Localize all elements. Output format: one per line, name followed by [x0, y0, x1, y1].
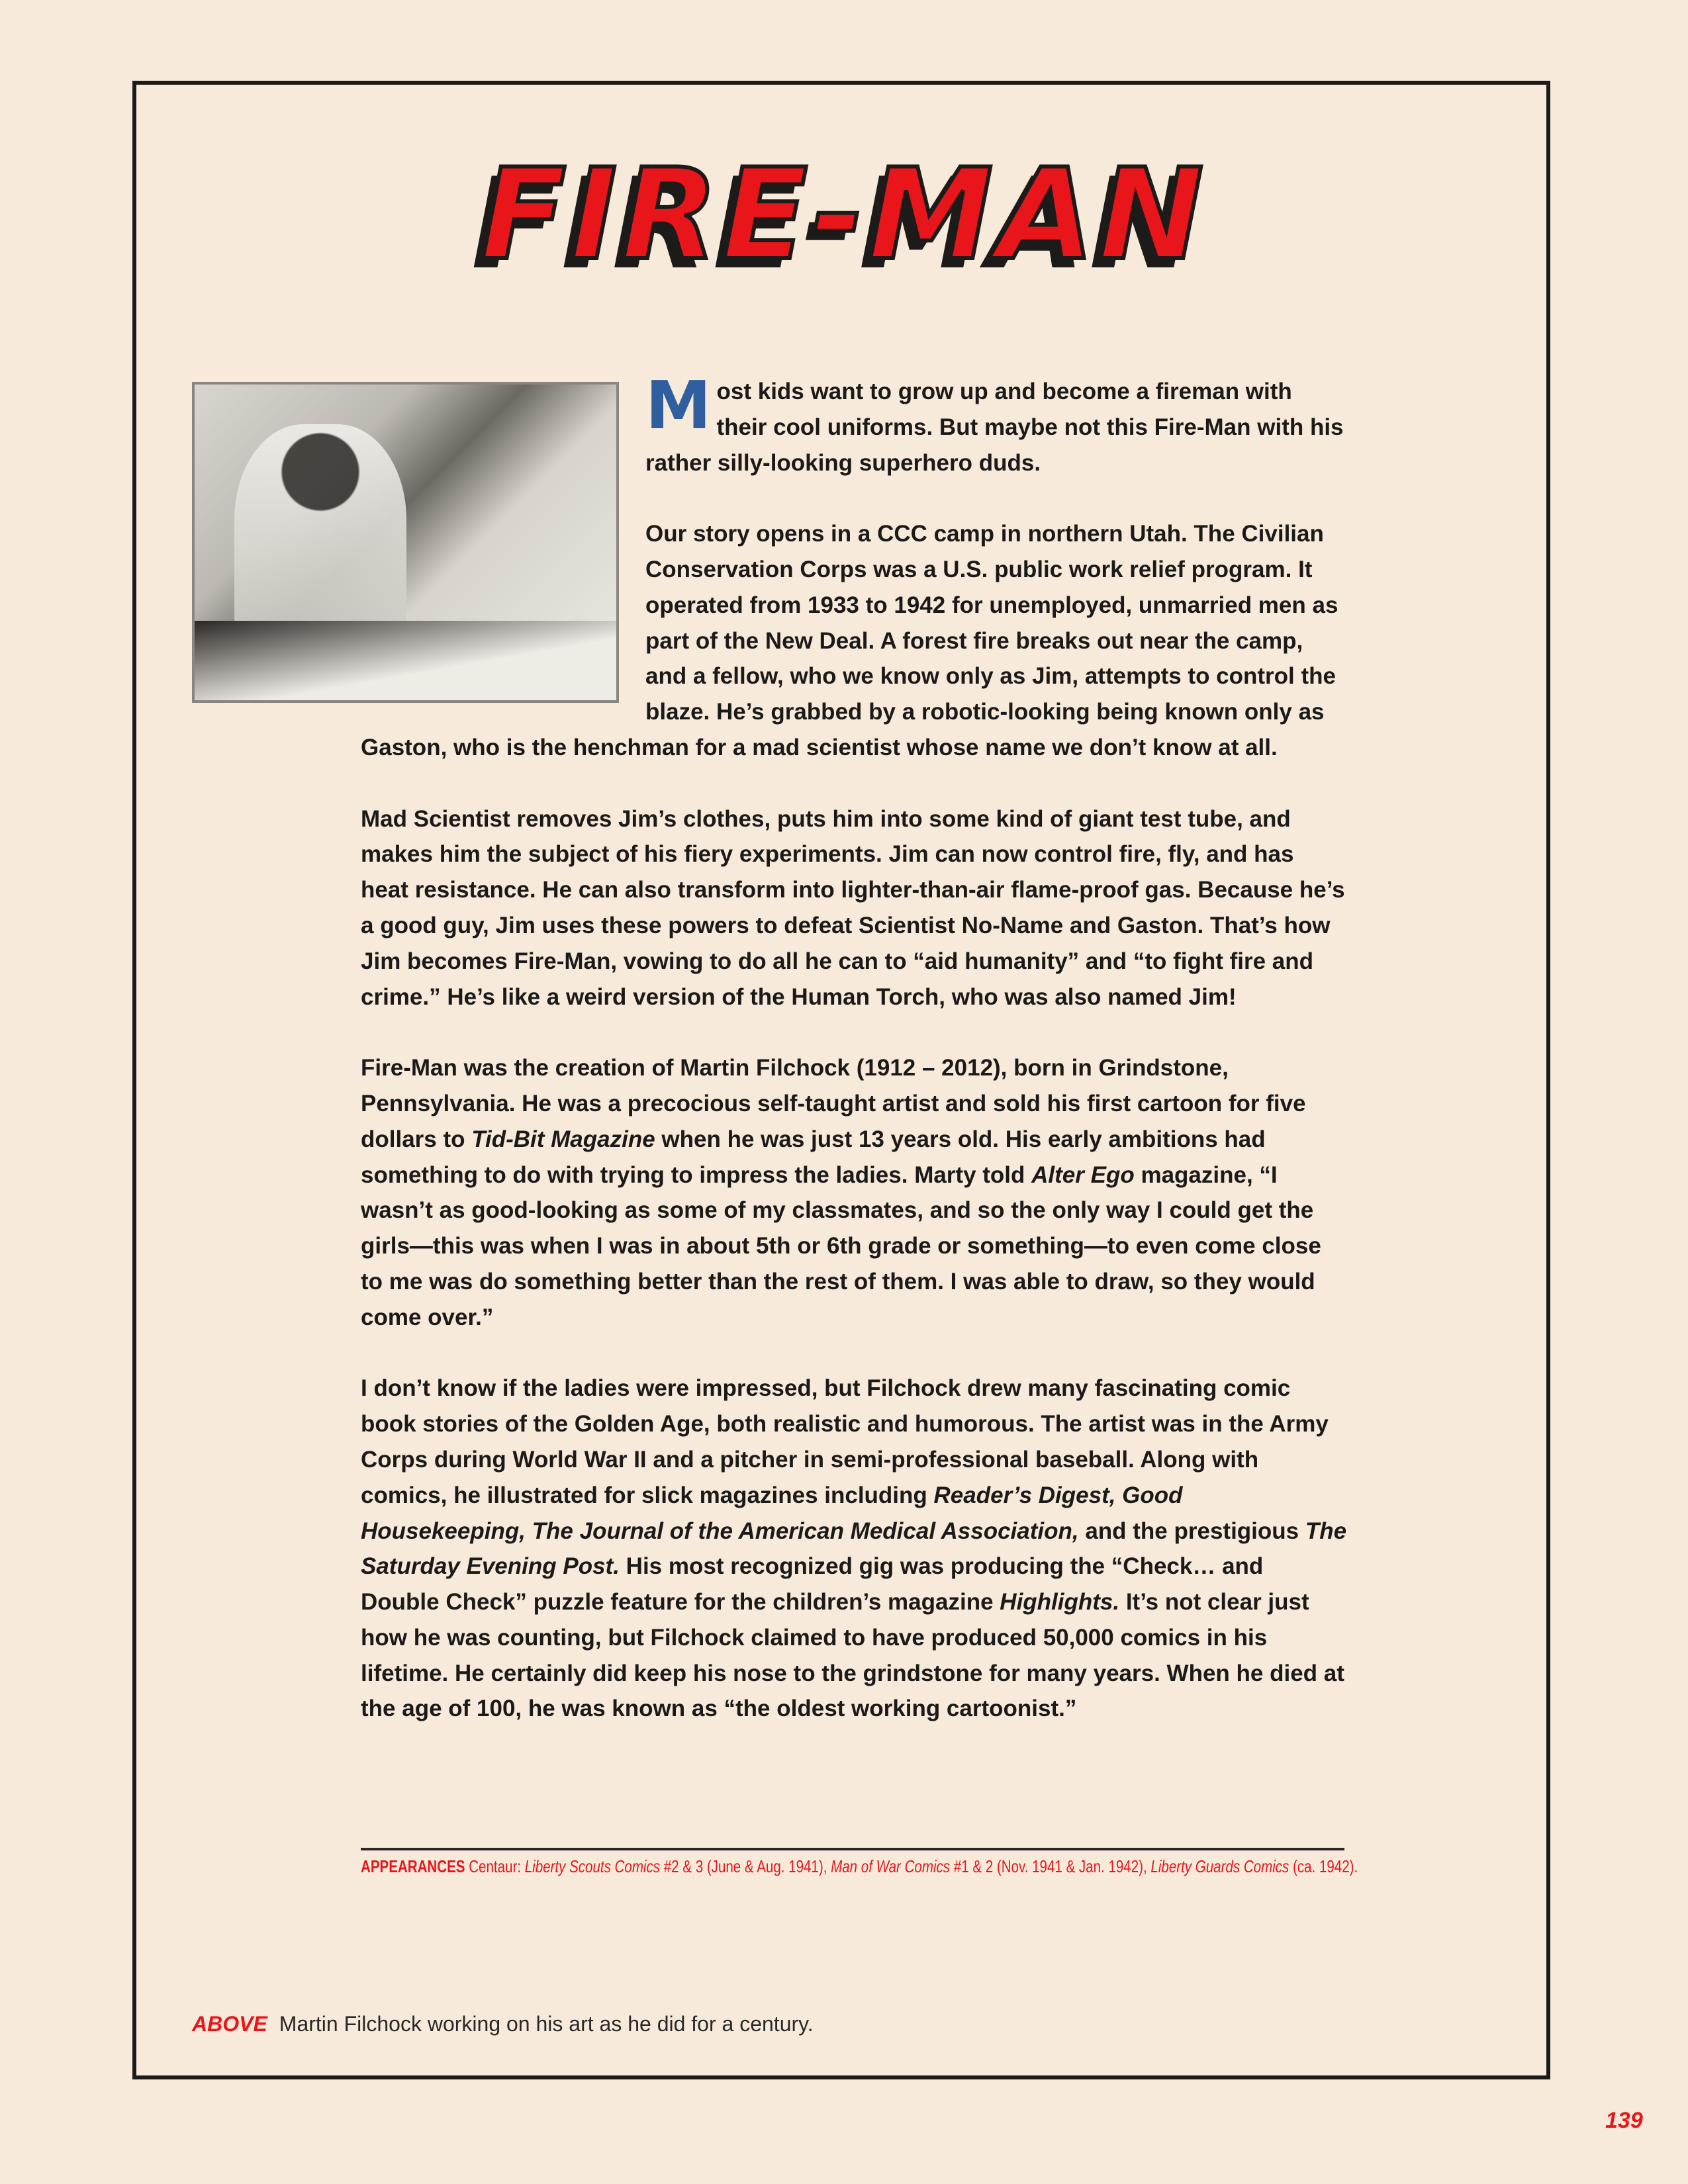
text-run: #2 & 3 (June & Aug. 1941), [660, 1856, 831, 1876]
italic-title-text: Liberty Guards Comics [1150, 1856, 1289, 1876]
paragraph [361, 801, 1347, 1015]
italic-title-text: Highlights. [1000, 1589, 1120, 1615]
text-run: It’s not clear just how he was counting, but Filchock claimed to have produced 50,000 comics in his lifetime. He certainly did keep his nose to the grindstone for many years. When he died at the age of 100, he was known as “the oldest working cartoonist.” [361, 1589, 1344, 1722]
page-number: 139 [1605, 2108, 1643, 2133]
italic-title-text: Reader’s Digest, Good Housekeeping, The Journal of the American Medical Association, [361, 1482, 1183, 1544]
italic-title-text: Man of War Comics [831, 1856, 951, 1876]
text-run: ost kids want to grow up and become a fireman with their cool uniforms. But maybe not this Fire-Man with his rather silly-looking superhero duds. [645, 379, 1344, 476]
photo-caption [192, 2012, 814, 2036]
italic-title-text: Alter Ego [1031, 1161, 1135, 1188]
italic-title-text: The Saturday Evening Post. [361, 1518, 1347, 1580]
drop-cap: M [645, 367, 712, 444]
text-run: and the prestigious [1078, 1518, 1305, 1544]
paragraph [361, 1050, 1347, 1335]
text-run: #1 & 2 (Nov. 1941 & Jan. 1942), [950, 1856, 1151, 1876]
text-run: Mad Scientist removes Jim’s clothes, puts him into some kind of giant test tube, and makes him the subject of his fiery experiments. Jim can now control fire, fly, and has heat resistance. He can also transform into lighter-than-air flame-proof gas. Because he’s a good guy, Jim uses these powers to defeat Scientist No-Name and Gaston. That’s how Jim becomes Fire-Man, vowing to do all he can to “aid humanity” and “to fight fire and crime.” He’s like a weird version of the Human Torch, who was also named Jim! [361, 805, 1345, 1010]
text-run: His most recognized gig was producing the “Check… and Double Check” puzzle feature for the children’s magazine [361, 1553, 1264, 1615]
text-run: Our story opens in a CCC camp in northern Utah. The Civilian Conservation Corps was a U.S. public work relief program. It operated from 1933 to 1942 for unemployed, unmarried men as part of the New Deal. A forest fire breaks out near the camp, and a fellow, who we know only as Jim, attempts to control the blaze. He’s grabbed by a robotic-looking being known only as Gaston, who is the henchman for a mad scientist whose name we don’t know at all. [361, 521, 1338, 760]
text-run: magazine, “I wasn’t as good-looking as some of my classmates, and so the only way I could get the girls—this was when I was in about 5th or 6th grade or something—to even come close to me was do something better than the rest of them. I was able to draw, so they would come over.” [361, 1161, 1321, 1330]
appearances-label: APPEARANCES [361, 1856, 465, 1876]
photo-martin-filchock [192, 382, 619, 703]
text-run: I don’t know if the ladies were impressed, but Filchock drew many fascinating comic book stories of the Golden Age, both realistic and humorous. The artist was in the Army Corps during World War II and a pitcher in semi-professional baseball. Along with comics, he illustrated for slick magazines including [361, 1375, 1329, 1508]
article-body [361, 367, 1347, 1762]
text-run: when he was just 13 years old. His early ambitions had something to do with trying to impress the ladies. Marty told [361, 1126, 1266, 1188]
caption-text: Martin Filchock working on his art as he did for a century. [279, 2012, 814, 2036]
divider [361, 1848, 1344, 1850]
page-title: FIRE-MAN [480, 142, 1208, 288]
text-run: (ca. 1942). [1289, 1856, 1358, 1876]
text-run: Fire-Man was the creation of Martin Filchock (1912 – 2012), born in Grindstone, Pennsylvania. He was a precocious self-taught artist and sold his first cartoon for five dollars to [361, 1055, 1306, 1152]
appearances-line [361, 1853, 1358, 1880]
paragraph [361, 1371, 1347, 1727]
caption-label: ABOVE [192, 2012, 267, 2036]
text-run: Centaur: [465, 1856, 525, 1876]
italic-title-text: Tid-Bit Magazine [471, 1126, 655, 1152]
italic-title-text: Liberty Scouts Comics [524, 1856, 661, 1876]
